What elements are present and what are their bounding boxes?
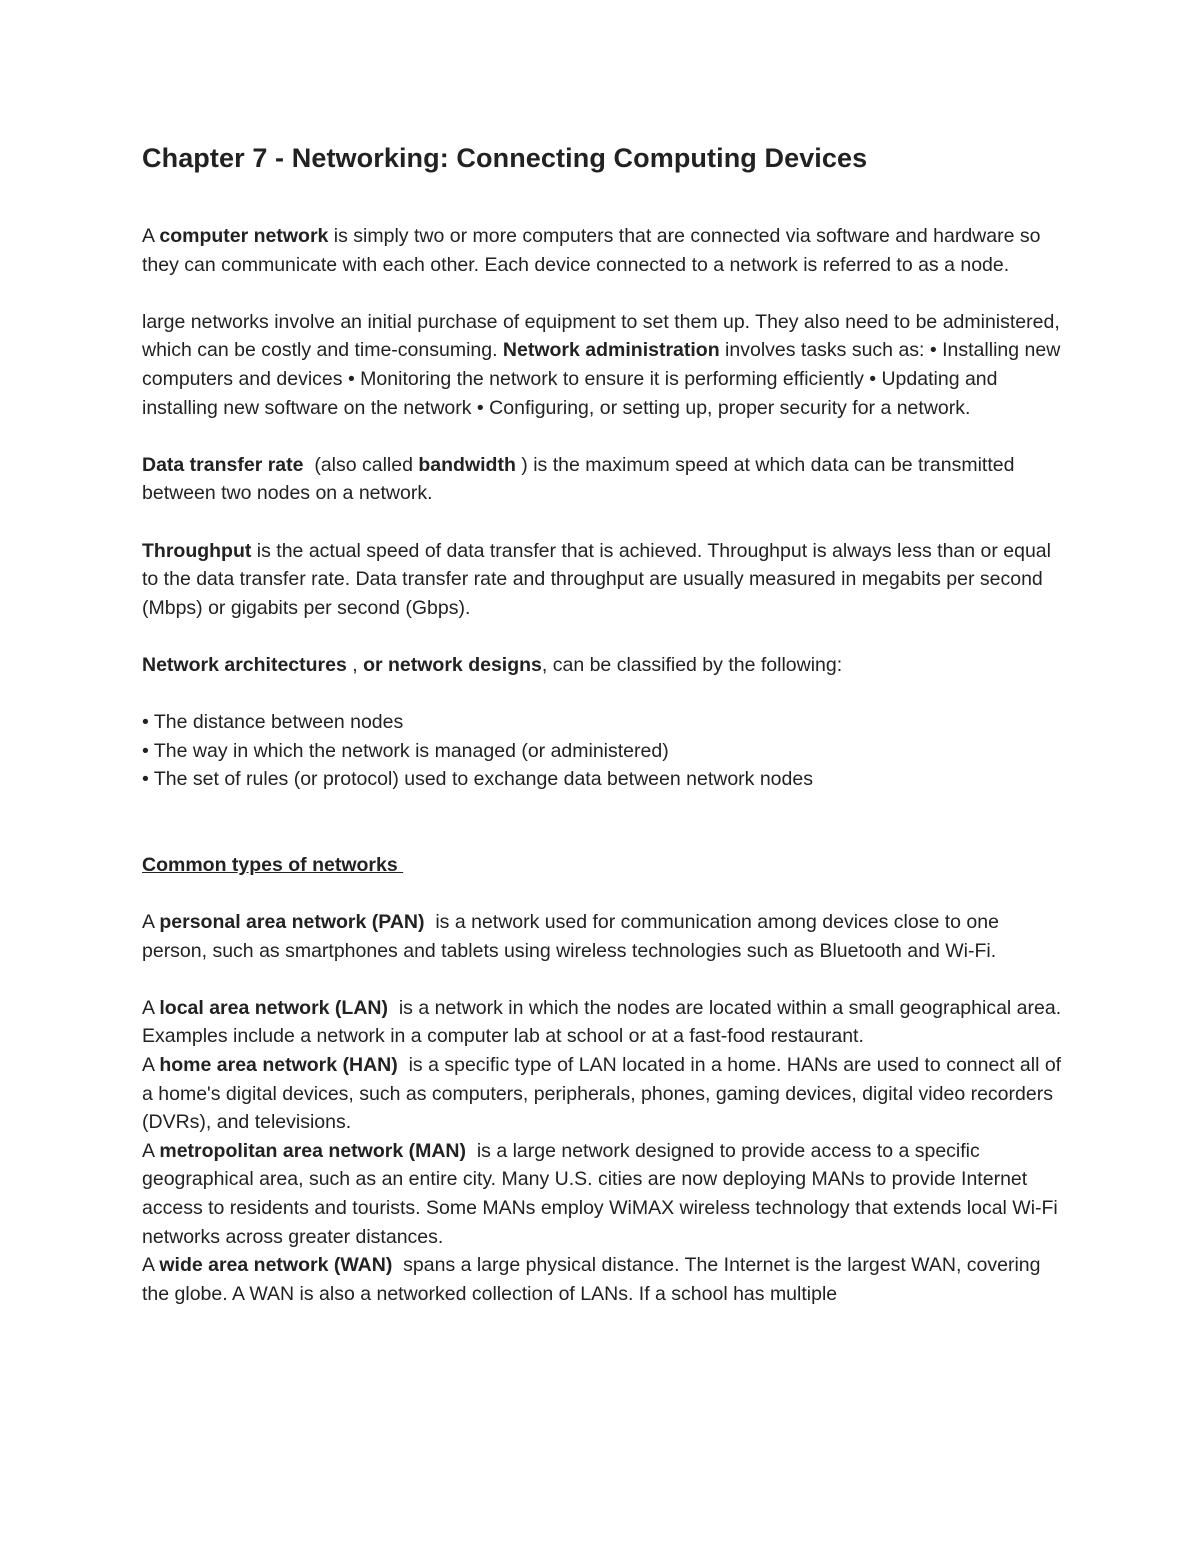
paragraph-network-architectures — [142, 651, 1062, 680]
text: A — [142, 911, 160, 934]
text: large networks involve an initial purchase of equipment to set them up. They also need to be administered, which can be costly and time-consuming. — [142, 310, 1060, 362]
paragraph-computer-network — [142, 222, 1062, 279]
list-item: • The distance between nodes — [142, 711, 404, 734]
text: spans a large physical distance. The Internet is the largest WAN, covering the globe. A WAN is also a networked collection of LANs. If a school has multiple — [142, 1254, 1046, 1305]
list-item: • The set of rules (or protocol) used to exchange data between network nodes — [142, 768, 813, 791]
paragraph-network-administration — [142, 308, 1062, 422]
text: A — [142, 996, 160, 1019]
chapter-title: Chapter 7 - Networking: Connecting Computing Devices — [142, 143, 868, 173]
section-heading-common-types: Common types of networks — [142, 853, 404, 876]
text: is the actual speed of data transfer that is achieved. Throughput is always less than or equal to the data transfer rate. Data transfer rate and throughput are usually measured in megabits per second (Mbps) or gigabits per second (Gbps). — [142, 539, 1051, 619]
text: is a large network designed to provide access to a specific geographical area, such as an entire city. Many U.S. cities are now deploying MANs to provide Internet access to residents and tourists. Some MANs employ WiMAX wireless technology that extends local Wi-Fi networks across greater distances. — [142, 1139, 1064, 1248]
paragraph-han — [142, 1051, 1067, 1137]
text: is a network in which the nodes are located within a small geographical area. Examples include a network in a computer lab at school or at a fast-food restaurant. — [142, 996, 1067, 1048]
list-item: • The way in which the network is managed (or administered) — [142, 739, 669, 762]
text: (also called — [303, 453, 419, 476]
paragraph-data-transfer-rate — [142, 451, 1062, 508]
term-network-administration: Network administration — [502, 339, 720, 362]
text: , can be classified by the following: — [541, 653, 843, 676]
term-pan: personal area network (PAN) — [159, 911, 425, 934]
term-wan: wide area network (WAN) — [159, 1254, 393, 1277]
term-lan: local area network (LAN) — [159, 996, 388, 1019]
text: A — [142, 1054, 160, 1077]
text: involves tasks such as: • Installing new computers and devices • Monitoring the network to ensure it is performing efficiently • Updating and installing new software on the network • Configuring, or setting up, proper security for a network. — [142, 339, 1061, 419]
text: A — [142, 1254, 160, 1277]
term-man: metropolitan area network (MAN) — [159, 1139, 466, 1162]
term-network-architectures: Network architectures — [142, 653, 347, 676]
paragraph-wan — [142, 1251, 1062, 1308]
text: is simply two or more computers that are connected via software and hardware so they can communicate with each other. Each device connected to a network is referred to as a node. — [142, 225, 1041, 276]
term-data-transfer-rate: Data transfer rate — [142, 453, 304, 476]
term-han: home area network (HAN) — [159, 1054, 398, 1077]
text: A — [142, 1139, 160, 1162]
text: is a specific type of LAN located in a home. HANs are used to connect all of a home's digital devices, such as computers, peripherals, phones, gaming devices, digital video recorders (DVRs), and televisions. — [142, 1054, 1067, 1134]
paragraph-man — [142, 1137, 1062, 1251]
paragraph-lan — [142, 994, 1067, 1051]
text: is a network used for communication among devices close to one person, such as smartphones and tablets using wireless technologies such as Bluetooth and Wi-Fi. — [142, 911, 1005, 962]
text: , — [346, 653, 364, 676]
term-computer-network: computer network — [159, 225, 329, 247]
paragraph-throughput — [142, 537, 1062, 623]
text: ) is the maximum speed at which data can be transmitted between two nodes on a network. — [142, 453, 1015, 505]
term-throughput: Throughput — [142, 539, 252, 562]
term-network-designs: or network designs — [363, 653, 542, 676]
term-bandwidth: bandwidth — [418, 453, 516, 476]
paragraph-pan — [142, 908, 1062, 965]
document-page — [142, 138, 1067, 1308]
text: A — [142, 225, 160, 247]
architecture-bullet-list — [142, 708, 1062, 794]
